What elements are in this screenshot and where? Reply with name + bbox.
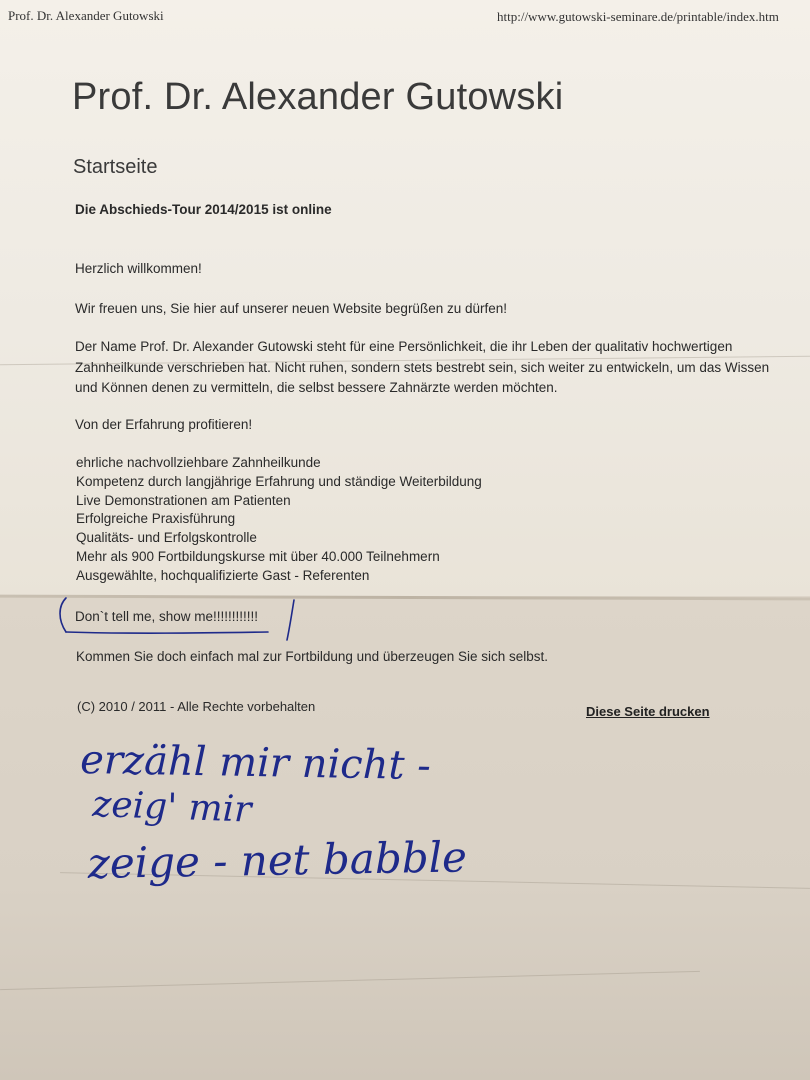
list-item: Mehr als 900 Fortbildungskurse mit über 40.000 Teilnehmern bbox=[76, 548, 440, 564]
description-paragraph: Der Name Prof. Dr. Alexander Gutowski steht für eine Persönlichkeit, die ihr Leben der qualitativ hochwertigen Zahnheilkunde verschrieben hat. Nicht ruhen, sondern stets bestrebt sein, sich weiter zu entwickeln, um das Wissen und Können denen zu vermitteln, die selbst bessere Zahnärzte werden möchten. bbox=[75, 339, 770, 395]
page-subtitle: Startseite bbox=[73, 156, 158, 178]
list-item: Ausgewählte, hochqualifizierte Gast - Referenten bbox=[76, 567, 370, 583]
page-title: Prof. Dr. Alexander Gutowski bbox=[72, 76, 564, 118]
benefit-list bbox=[76, 454, 482, 586]
list-item: Kompetenz durch langjährige Erfahrung und ständige Weiterbildung bbox=[76, 473, 482, 489]
paper-sheet-lower bbox=[0, 596, 810, 1080]
handwriting-line: erzähl mir nicht - bbox=[79, 737, 432, 790]
benefit-heading: Von der Erfahrung profitieren! bbox=[75, 417, 253, 432]
invitation-text: Kommen Sie doch einfach mal zur Fortbildung und überzeugen Sie sich selbst. bbox=[76, 649, 549, 664]
news-headline: Die Abschieds-Tour 2014/2015 ist online bbox=[75, 202, 332, 217]
print-header-name: Prof. Dr. Alexander Gutowski bbox=[8, 8, 164, 23]
list-item: Qualitäts- und Erfolgskontrolle bbox=[76, 530, 257, 546]
list-item: Live Demonstrationen am Patienten bbox=[76, 492, 291, 508]
list-item: ehrliche nachvollziehbare Zahnheilkunde bbox=[76, 455, 321, 470]
greeting: Herzlich willkommen! bbox=[75, 261, 202, 276]
handwriting-line: zeig' mir bbox=[91, 784, 253, 831]
copyright-notice: (C) 2010 / 2011 - Alle Rechte vorbehalten bbox=[77, 699, 316, 714]
print-page-link[interactable]: Diese Seite drucken bbox=[586, 704, 710, 719]
handwriting-line: zeige - net babble bbox=[87, 832, 468, 888]
print-header-url: http://www.gutowski-seminare.de/printable/index.htm bbox=[497, 9, 779, 24]
welcome-text: Wir freuen uns, Sie hier auf unserer neuen Website begrüßen zu dürfen! bbox=[75, 301, 507, 316]
slogan: Don`t tell me, show me!!!!!!!!!!!! bbox=[75, 609, 259, 624]
list-item: Erfolgreiche Praxisführung bbox=[76, 511, 236, 527]
